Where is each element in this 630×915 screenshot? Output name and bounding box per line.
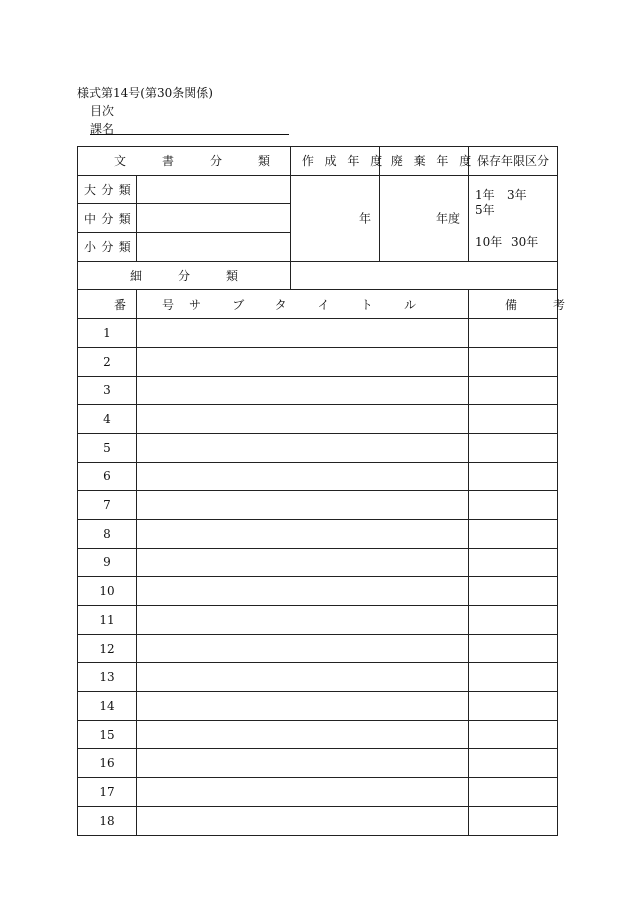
remarks-field[interactable] (469, 663, 558, 692)
row-number: 2 (78, 347, 137, 376)
disposal-year-field[interactable] (380, 175, 469, 261)
table-row (78, 491, 558, 520)
remarks-field[interactable] (469, 548, 558, 577)
row-number: 5 (78, 433, 137, 462)
subtitle-field[interactable] (137, 749, 469, 778)
subtitle-field[interactable] (137, 548, 469, 577)
subtitle-field[interactable] (137, 806, 469, 835)
remarks-field[interactable] (469, 634, 558, 663)
creation-year-field[interactable] (291, 175, 380, 261)
minor-classification-label: 小分類 (78, 233, 137, 262)
table-row (78, 376, 558, 405)
remarks-field[interactable] (469, 462, 558, 491)
retention-period-field[interactable] (469, 175, 558, 261)
remarks-field[interactable] (469, 749, 558, 778)
retention-period-header: 保存年限区分 (469, 147, 558, 176)
table-row (78, 319, 558, 348)
disposal-year-header: 廃棄年度 (380, 147, 469, 176)
row-number: 17 (78, 778, 137, 807)
row-number: 6 (78, 462, 137, 491)
table-row (78, 347, 558, 376)
subtitle-field[interactable] (137, 577, 469, 606)
row-number: 7 (78, 491, 137, 520)
subtitle-field[interactable] (137, 405, 469, 434)
table-row (78, 778, 558, 807)
subtitle-field[interactable] (137, 347, 469, 376)
table-row (78, 548, 558, 577)
remarks-field[interactable] (469, 376, 558, 405)
fiscal-year-suffix: 年度 (436, 211, 461, 226)
row-number: 9 (78, 548, 137, 577)
subtitle-field[interactable] (137, 519, 469, 548)
table-row (78, 433, 558, 462)
detail-classification-row (78, 261, 558, 290)
row-number: 18 (78, 806, 137, 835)
row-number: 16 (78, 749, 137, 778)
subtitle-field[interactable] (137, 634, 469, 663)
table-row (78, 606, 558, 635)
remarks-field[interactable] (469, 606, 558, 635)
middle-classification-field[interactable] (137, 204, 291, 233)
table-row (78, 806, 558, 835)
remarks-field[interactable] (469, 405, 558, 434)
table-row (78, 462, 558, 491)
retention-option-5-years[interactable]: 5年 (475, 202, 495, 217)
subtitle-header: サブタイトル (137, 290, 469, 319)
section-name-field[interactable] (90, 134, 289, 135)
table-row (78, 663, 558, 692)
subtitle-field[interactable] (137, 376, 469, 405)
remarks-field[interactable] (469, 491, 558, 520)
remarks-field[interactable] (469, 347, 558, 376)
row-number: 4 (78, 405, 137, 434)
retention-option-3-years[interactable]: 3年 (507, 187, 527, 202)
subtitle-field[interactable] (137, 778, 469, 807)
subtitle-field[interactable] (137, 319, 469, 348)
major-classification-row (78, 175, 558, 204)
toc-label: 目次 (90, 104, 115, 118)
document-index-table (77, 146, 602, 836)
row-number: 3 (78, 376, 137, 405)
major-classification-label: 大分類 (78, 175, 137, 204)
subtitle-field[interactable] (137, 720, 469, 749)
remarks-field[interactable] (469, 720, 558, 749)
remarks-field[interactable] (469, 778, 558, 807)
section-label: 課名 (90, 122, 115, 136)
remarks-field[interactable] (469, 319, 558, 348)
minor-classification-field[interactable] (137, 233, 291, 262)
year-suffix: 年 (359, 211, 372, 226)
table-row (78, 405, 558, 434)
row-number: 15 (78, 720, 137, 749)
table-row (78, 720, 558, 749)
retention-option-1-year[interactable]: 1年 (475, 187, 495, 202)
number-header: 番号 (78, 290, 137, 319)
row-number: 14 (78, 692, 137, 721)
remarks-field[interactable] (469, 519, 558, 548)
row-number: 10 (78, 577, 137, 606)
detail-classification-field[interactable] (291, 261, 558, 290)
table-row (78, 577, 558, 606)
retention-option-30-years[interactable]: 30年 (511, 234, 539, 249)
table-row (78, 749, 558, 778)
form-number: 様式第14号(第30条関係) (77, 86, 213, 100)
row-number: 1 (78, 319, 137, 348)
subtitle-field[interactable] (137, 606, 469, 635)
major-classification-field[interactable] (137, 175, 291, 204)
detail-classification-label: 細分類 (78, 261, 291, 290)
subtitle-field[interactable] (137, 491, 469, 520)
subtitle-field[interactable] (137, 433, 469, 462)
table-row (78, 692, 558, 721)
table-row (78, 519, 558, 548)
subtitle-field[interactable] (137, 462, 469, 491)
creation-year-header: 作成年度 (291, 147, 380, 176)
document-classification-header: 文書分類 (78, 147, 291, 176)
subtitle-field[interactable] (137, 663, 469, 692)
remarks-field[interactable] (469, 577, 558, 606)
middle-classification-label: 中分類 (78, 204, 137, 233)
subtitle-field[interactable] (137, 692, 469, 721)
list-header-row (78, 290, 558, 319)
row-number: 13 (78, 663, 137, 692)
header-row (78, 147, 558, 176)
row-number: 8 (78, 519, 137, 548)
remarks-field[interactable] (469, 433, 558, 462)
remarks-header: 備考 (469, 290, 558, 319)
remarks-field[interactable] (469, 692, 558, 721)
remarks-field[interactable] (469, 806, 558, 835)
row-number: 12 (78, 634, 137, 663)
retention-option-10-years[interactable]: 10年 (475, 234, 503, 249)
table-row (78, 634, 558, 663)
row-number: 11 (78, 606, 137, 635)
